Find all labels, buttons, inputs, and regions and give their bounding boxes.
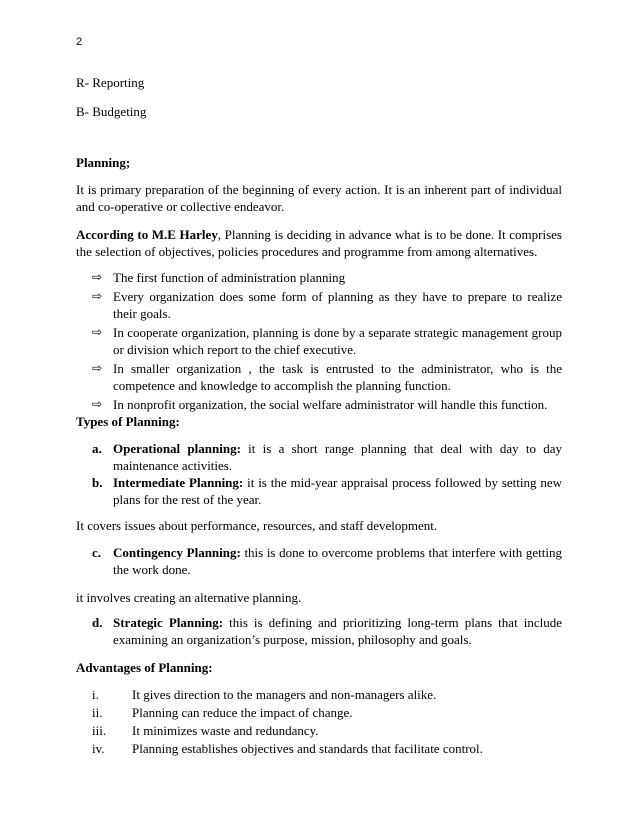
budgeting-line: B- Budgeting — [76, 104, 147, 119]
reporting-line: R- Reporting — [76, 75, 145, 90]
types-heading: Types of Planning: — [76, 414, 180, 429]
page-number: 2 — [76, 36, 83, 48]
harley-lead: According to M.E Harley — [76, 227, 218, 242]
planning-heading: Planning; — [76, 155, 131, 170]
arrow-icon: ⇨ — [92, 397, 103, 411]
list-item: ii. Planning can reduce the impact of change. — [92, 705, 353, 720]
advantages-list — [92, 686, 562, 758]
arrow-icon: ⇨ — [92, 289, 103, 303]
list-item: ⇨ Every organization does some form of planning as they have to prepare to realize their goals. — [92, 289, 562, 321]
list-item: iv. Planning establishes objectives and standards that facilitate control. — [92, 741, 483, 756]
harley-rest: , Planning is deciding in advance what is to be done. It comprises the selection of objectives, policies procedures and programme from among alternatives. — [76, 227, 562, 259]
list-item: a. Operational planning: it is a short range planning that deal with day to day maintenance activities. — [92, 441, 563, 473]
arrow-icon: ⇨ — [92, 270, 103, 284]
list-item: i. It gives direction to the managers and non-managers alike. — [92, 687, 437, 702]
planning-intro: It is primary preparation of the beginning of every action. It is an inherent part of individual and co-operative or collective endeavor. — [76, 182, 562, 214]
arrow-icon: ⇨ — [92, 361, 103, 375]
involves-line: it involves creating an alternative planning. — [76, 590, 302, 605]
harley-paragraph — [76, 226, 562, 260]
planning-bullet-list — [92, 269, 562, 415]
list-item: ⇨ In nonprofit organization, the social welfare administrator will handle this function. — [92, 397, 548, 412]
covers-line: It covers issues about performance, resources, and staff development. — [76, 518, 438, 533]
list-item: ⇨ In smaller organization , the task is entrusted to the administrator, who is the competence and knowledge to accomplish the planning function. — [92, 361, 562, 393]
list-item: ⇨ The first function of administration planning — [92, 270, 346, 285]
list-item: iii. It minimizes waste and redundancy. — [92, 723, 319, 738]
types-list-d — [92, 614, 562, 648]
types-list-ab — [92, 440, 562, 508]
list-item: b. Intermediate Planning: it is the mid-year appraisal process followed by setting new plans for the rest of the year. — [92, 475, 562, 507]
advantages-heading: Advantages of Planning: — [76, 660, 213, 675]
arrow-icon: ⇨ — [92, 325, 103, 339]
types-list-c — [92, 544, 562, 578]
list-item: c. Contingency Planning: this is done to overcome problems that interfere with getting the work done. — [92, 545, 562, 577]
list-item: d. Strategic Planning: this is defining and prioritizing long-term plans that include examining an organization’s purpose, mission, philosophy and goals. — [92, 615, 562, 647]
list-item: ⇨ In cooperate organization, planning is done by a separate strategic management group or division which report to the chief executive. — [92, 325, 562, 357]
